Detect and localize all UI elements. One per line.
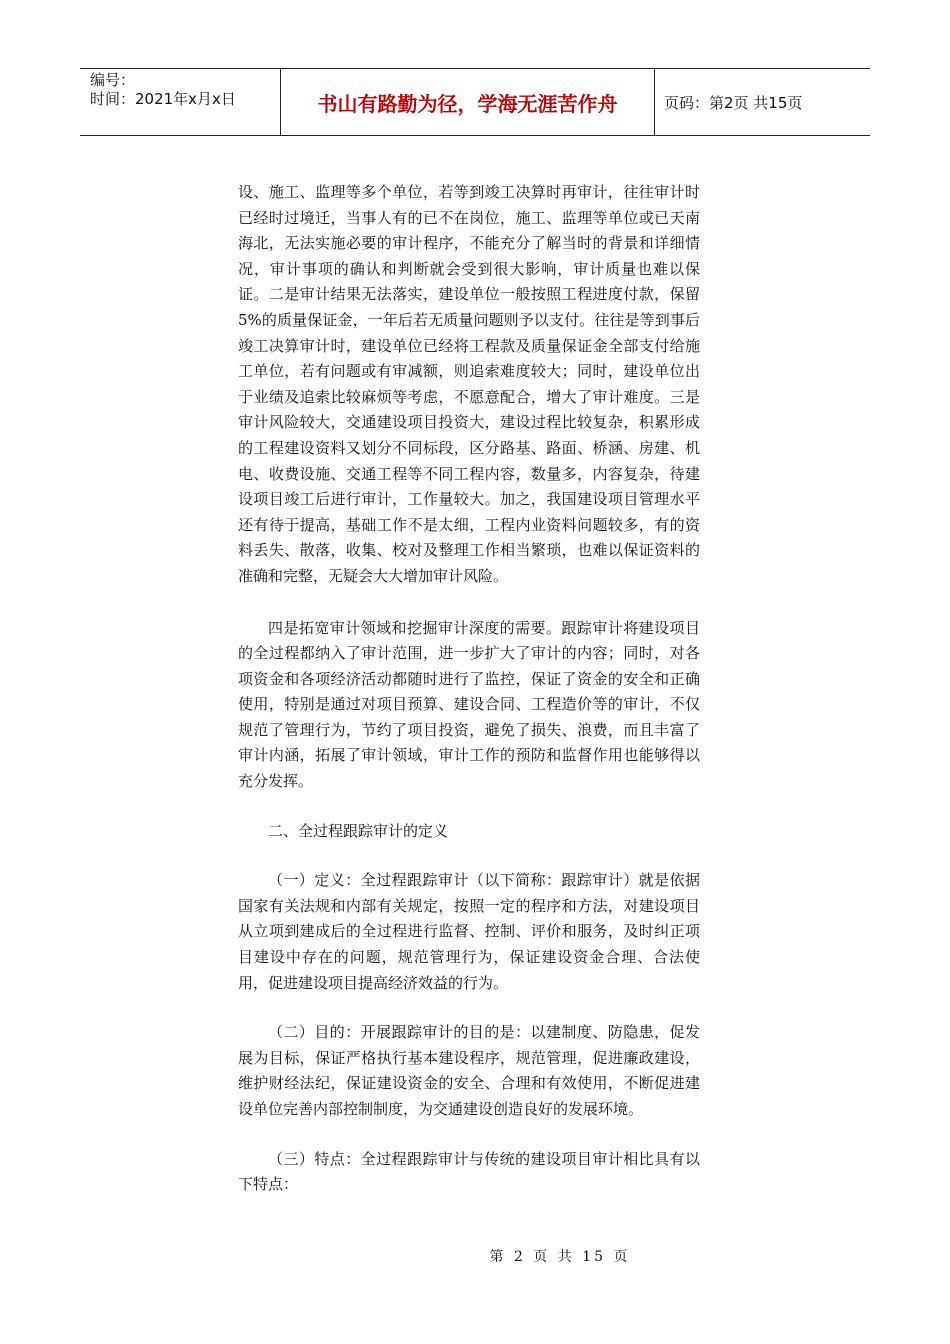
date-label: 时间：2021年x月x日	[90, 90, 236, 108]
section-heading: 二、全过程跟踪审计的定义	[268, 821, 449, 840]
body-paragraph-definition: （一）定义：全过程跟踪审计（以下简称：跟踪审计）就是依据国家有关法规和内部有关规定，按照一定的程序和方法，对建设项目从立项到建成后的全过程进行监督、控制、评价和服务，及时纠正项目建设中存在的问题，规范管理行为，保证建设资金合理、合法使用，促进建设项目提高经济效益的行为。	[238, 871, 700, 992]
body-paragraph-1: 设、施工、监理等多个单位，若等到竣工决算时再审计，往往审计时已经时过境迁，当事人有的已不在岗位，施工、监理等单位或已天南海北，无法实施必要的审计程序，不能充分了解当时的背景和详细情况，审计事项的确认和判断就会受到很大影响，审计质量也难以保证。二是审计结果无法落实，建设单位一般按照工程进度付款，保留5%的质量保证金，一年后若无质量问题则予以支付。往往是等到事后竣工决算审计时，建设单位已经将工程款及质量保证金全部支付给施工单位，若有问题或有审减额，则追索难度较大；同时，建设单位出于业绩及追索比较麻烦等考虑，不愿意配合，增大了审计难度。三是审计风险较大，交通建设项目投资大，建设过程比较复杂，积累形成的工程建设资料又划分不同标段，区分路基、路面、桥涵、房建、机电、收费设施、交通工程等不同工程内容，数量多，内容复杂，待建设项目竣工后进行审计，工作量较大。加之，我国建设项目管理水平还有待于提高，基础工作不是太细，工程内业资料问题较多，有的资料丢失、散落，收集、校对及整理工作相当繁琐，也难以保证资料的准确和完整，无疑会大大增加审计风险。	[238, 183, 700, 585]
page-header	[80, 68, 870, 136]
header-divider-right	[654, 69, 655, 135]
body-paragraph-features: （三）特点：全过程跟踪审计与传统的建设项目审计相比具有以下特点：	[238, 1149, 700, 1194]
header-page-info: 页码：第2页 共15页	[664, 93, 803, 112]
header-motto: 书山有路勤为径，学海无涯苦作舟	[317, 91, 618, 116]
body-paragraph-purpose: （二）目的：开展跟踪审计的目的是：以建制度、防隐患，促发展为目标，保证严格执行基本建设程序，规范管理，促进廉政建设，维护财经法纪，保证建设资金的安全、合理和有效使用，不断促进建设单位完善内部控制制度，为交通建设创造良好的发展环境。	[238, 1023, 700, 1118]
code-label: 编号：	[90, 71, 136, 89]
body-paragraph-2: 四是拓宽审计领域和挖掘审计深度的需要。跟踪审计将建设项目的全过程都纳入了审计范围，进一步扩大了审计的内容；同时，对各项资金和各项经济活动都随时进行了监控，保证了资金的安全和正确使用，特别是通过对项目预算、建设合同、工程造价等的审计，不仅规范了管理行为，节约了项目投资，避免了损失、浪费，而且丰富了审计内涵，拓展了审计领域，审计工作的预防和监督作用也能够得以充分发挥。	[238, 618, 700, 791]
header-meta	[90, 71, 280, 109]
document-body	[238, 180, 700, 1222]
page-footer: 第 2 页 共 15 页	[489, 1249, 631, 1265]
